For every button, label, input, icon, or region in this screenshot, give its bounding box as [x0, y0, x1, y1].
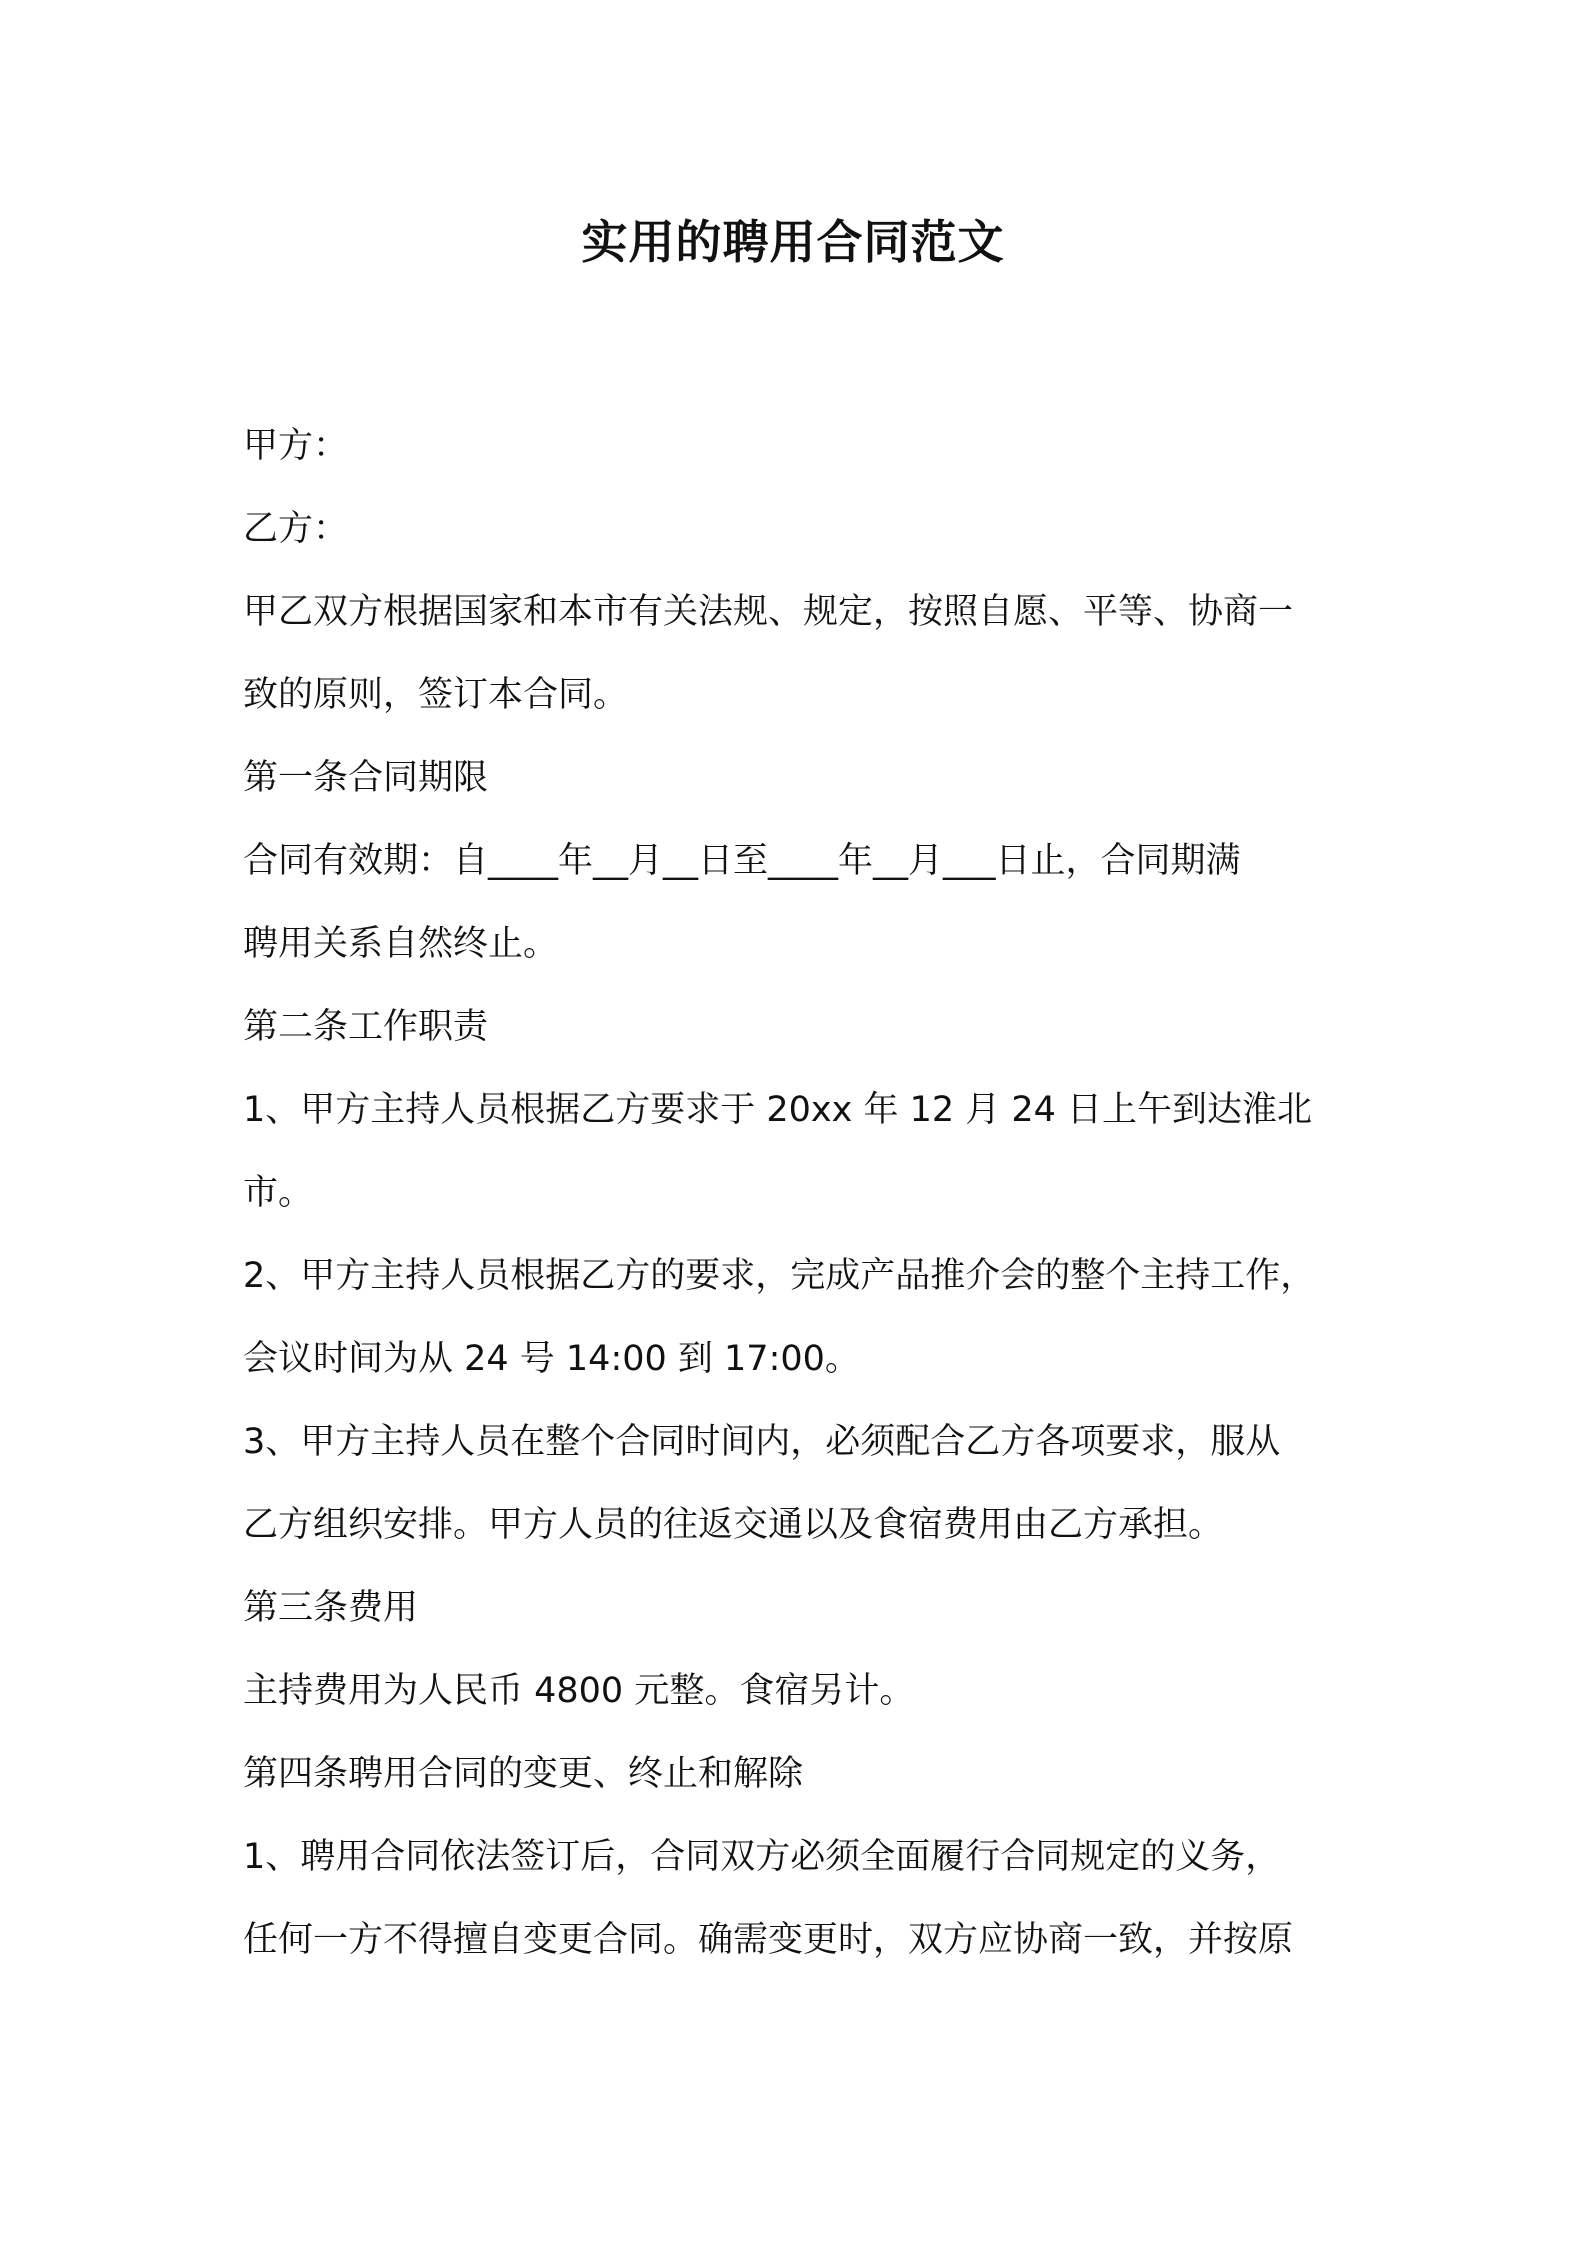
article-1-line-1: 合同有效期：自____年__月__日至____年__月___日止，合同期满 — [243, 841, 1241, 881]
article-4-heading: 第四条聘用合同的变更、终止和解除 — [243, 1754, 804, 1794]
document-title: 实用的聘用合同范文 — [581, 215, 1005, 269]
preamble-line-2: 致的原则，签订本合同。 — [243, 675, 629, 715]
party-b-line: 乙方： — [243, 509, 349, 549]
article-1-heading: 第一条合同期限 — [243, 758, 489, 798]
article-2-item-3-line-2: 乙方组织安排。甲方人员的往返交通以及食宿费用由乙方承担。 — [243, 1505, 1224, 1545]
article-3-heading: 第三条费用 — [243, 1588, 419, 1628]
party-a-line: 甲方： — [243, 426, 349, 466]
article-2-item-2-line-1: 2、甲方主持人员根据乙方的要求，完成产品推介会的整个主持工作， — [243, 1256, 1316, 1296]
article-2-item-2-line-2: 会议时间为从 24 号 14:00 到 17:00。 — [243, 1339, 860, 1379]
article-2-item-3-line-1: 3、甲方主持人员在整个合同时间内，必须配合乙方各项要求，服从 — [243, 1422, 1281, 1462]
article-2-item-1-line-1: 1、甲方主持人员根据乙方要求于 20xx 年 12 月 24 日上午到达淮北 — [243, 1090, 1313, 1130]
article-1-line-2: 聘用关系自然终止。 — [243, 924, 559, 964]
preamble-line-1: 甲乙双方根据国家和本市有关法规、规定，按照自愿、平等、协商一 — [243, 592, 1294, 632]
article-4-item-1-line-2: 任何一方不得擅自变更合同。确需变更时，双方应协商一致，并按原 — [243, 1920, 1294, 1960]
document-body — [243, 405, 1373, 1982]
article-2-heading: 第二条工作职责 — [243, 1007, 489, 1047]
article-4-item-1-line-1: 1、聘用合同依法签订后，合同双方必须全面履行合同规定的义务， — [243, 1837, 1281, 1877]
article-3-line-1: 主持费用为人民币 4800 元整。食宿另计。 — [243, 1671, 915, 1711]
article-2-item-1-line-2: 市。 — [243, 1173, 314, 1213]
